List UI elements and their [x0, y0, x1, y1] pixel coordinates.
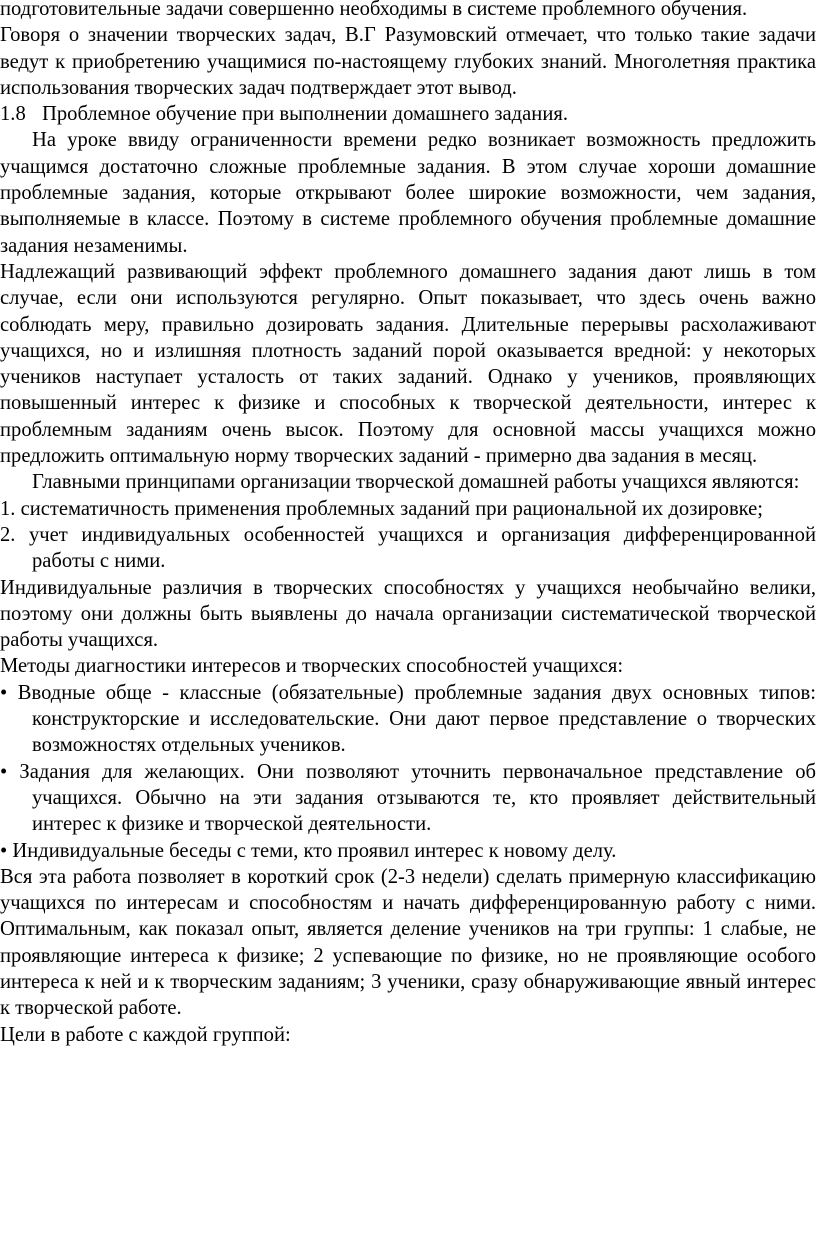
section-heading [0, 101, 816, 127]
paragraph-groups: Вся эта работа позволяет в короткий срок (2-3 недели) сделать примерную классификацию учащихся по интересам и способностям и начать дифференцированную работу с ними. Оптимальным, как показал опыт, является деление учеников на три группы: 1 слабые, не проявляющие интереса к физике; 2 успевающие по физике, но не проявляющие особого интереса к ней и к творческим заданиям; 3 ученики, сразу обнаруживающие явный интерес к творческой работе. [0, 865, 816, 1020]
paragraph-methods: Методы диагностики интересов и творческих способностей учащихся: [0, 655, 624, 678]
paragraph-principles: Главными принципами организации творческой домашней работы учащихся являются: [32, 471, 800, 494]
principle-item: 2. учет индивидуальных особенностей учащихся и организация дифференцированной работы с ними. [0, 523, 816, 573]
paragraph-goals: Цели в работе с каждой группой: [0, 1023, 291, 1046]
method-item: • Вводные обще - классные (обязательные) проблемные задания двух основных типов: конструкторские и исследовательские. Они дают первое представление о творческих возможностях отдельных учеников. [0, 681, 816, 757]
section-title: Проблемное обучение при выполнении домашнего задания. [42, 103, 568, 126]
principle-item: 1. систематичность применения проблемных заданий при рациональной их дозировке; [0, 497, 764, 520]
paragraph-differences: Индивидуальные различия в творческих способностях у учащихся необычайно велики, поэтому они должны быть выявлены до начала организации систематической творческой работы учащихся. [0, 576, 816, 652]
method-item: • Индивидуальные беседы с теми, кто проявил интерес к новому делу. [0, 839, 617, 862]
paragraph-lesson-time: На уроке ввиду ограниченности времени редко возникает возможность предложить учащимся достаточно сложные проблемные задания. В этом случае хороши домашние проблемные задания, которые открывают более широкие возможности, чем задания, выполняемые в классе. Поэтому в системе проблемного обучения проблемные домашние задания незаменимы. [0, 129, 816, 257]
method-item: • Задания для желающих. Они позволяют уточнить первоначальное представление об учащихся. Обычно на эти задания отзываются те, кто проявляет действительный интерес к физике и творческой деятельности. [0, 760, 816, 836]
paragraph-intro-tail: подготовительные задачи совершенно необходимы в системе проблемного обучения. [0, 0, 748, 20]
section-number: 1.8 [0, 103, 26, 126]
paragraph-razumovsky: Говоря о значении творческих задач, В.Г Разумовский отмечает, что только такие задачи ведут к приобретению учащимися по-настоящему глубоких знаний. Многолетняя практика использования творческих задач подтверждает этот вывод. [0, 24, 816, 99]
paragraph-effect: Надлежащий развивающий эффект проблемного домашнего задания дают лишь в том случае, если они используются регулярно. Опыт показывает, что здесь очень важно соблюдать меру, правильно дозировать задания. Длительные перерывы расхолаживают учащихся, но и излишняя плотность заданий порой оказывается вредной: у некоторых учеников наступает усталость от таких заданий. Однако у учеников, проявляющих повышенный интерес к физике и способных к творческой деятельности, интерес к проблемным заданиям очень высок. Поэтому для основной массы учащихся можно предложить оптимальную норму творческих заданий - примерно два задания в месяц. [0, 260, 816, 468]
